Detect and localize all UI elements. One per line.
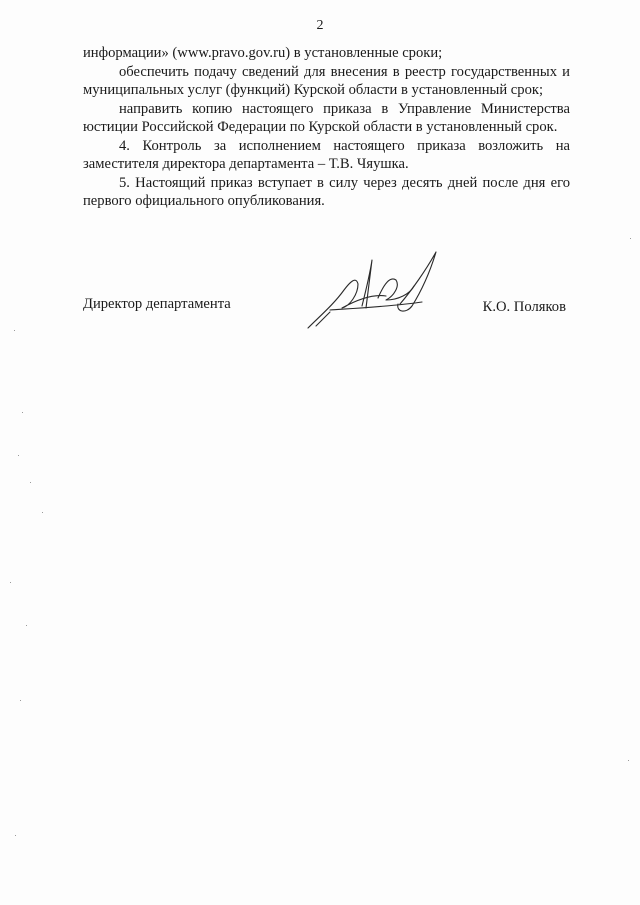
scan-speck [42,512,43,513]
paragraph-item-4: 4. Контроль за исполнением настоящего приказа возложить на заместителя директора департамента – Т.В. Чяушка. [83,137,570,172]
scan-speck [30,482,31,483]
page-number: 2 [316,18,324,33]
handwritten-signature [300,246,450,336]
scan-speck [20,700,21,701]
scan-speck [630,238,631,239]
scan-speck [14,330,15,331]
scan-speck [26,625,27,626]
scan-speck [18,455,19,456]
paragraph-registry: обеспечить подачу сведений для внесения в реестр государственных и муниципальных услуг (функций) Курской области в установленный срок; [83,63,570,98]
document-body [83,44,570,211]
scan-speck [15,835,16,836]
paragraph-item-5: 5. Настоящий приказ вступает в силу через десять дней после дня его первого официального опубликования. [83,174,570,209]
scan-speck [628,760,629,761]
signatory-name: К.О. Поляков [482,299,566,315]
scan-speck [10,582,11,583]
signatory-title: Директор департамента [83,296,231,312]
paragraph-continuation: информации» (www.pravo.gov.ru) в установленные сроки; [83,45,443,61]
scan-speck [22,412,23,413]
paragraph-ministry-copy: направить копию настоящего приказа в Управление Министерства юстиции Российской Федерации по Курской области в установленный срок. [83,100,570,135]
